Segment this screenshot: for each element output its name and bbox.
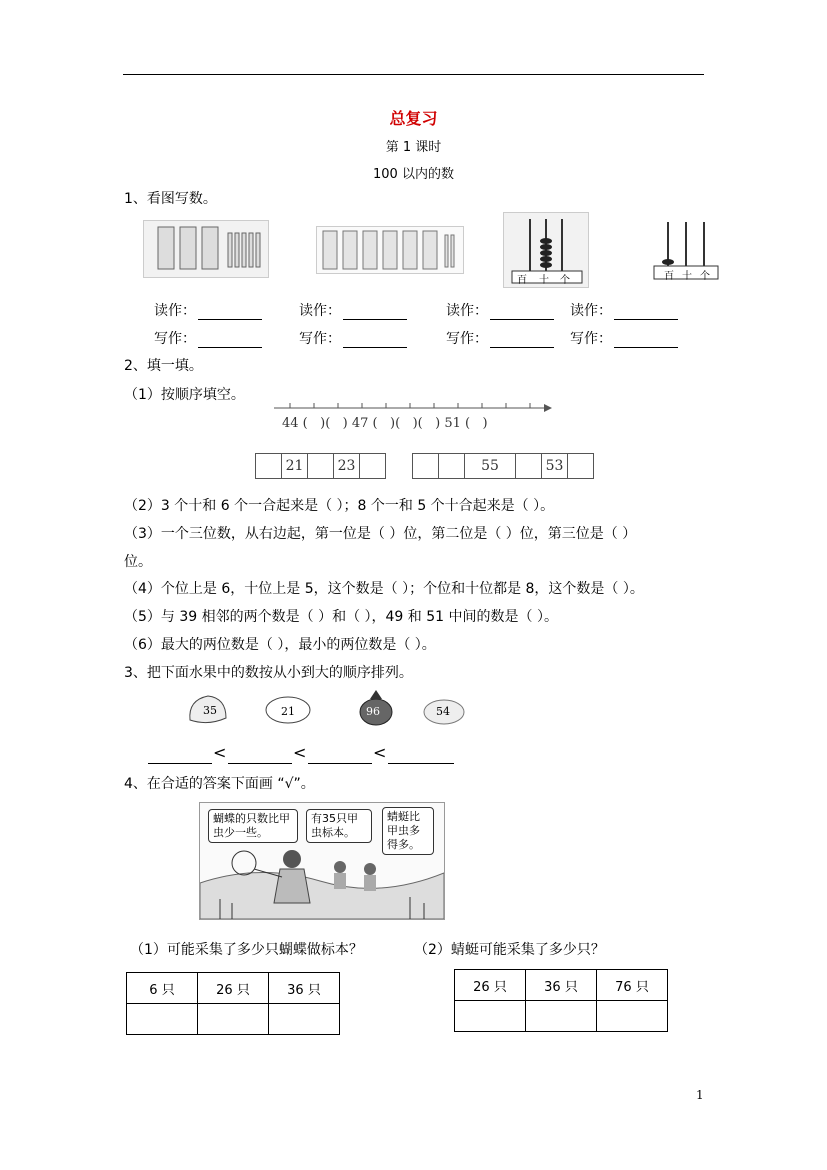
write-blank-1[interactable] [198, 333, 262, 348]
seq2-cell: 53 [542, 454, 568, 478]
check-cell[interactable] [198, 1004, 269, 1035]
q2-part5: （5）与 39 相邻的两个数是（ ）和（ ），49 和 51 中间的数是（ ）。 [124, 609, 558, 625]
q2-heading: 2、填一填。 [124, 358, 203, 374]
speech-bubble-3: 蜻蜓比甲虫多得多。 [382, 807, 434, 855]
abacus-2-ones: 个 [700, 271, 710, 282]
order-blank-2[interactable] [228, 747, 292, 764]
seq2-cell: 55 [465, 454, 516, 478]
bundle-sticks-image-2 [316, 226, 464, 274]
fruit-peach-number: 35 [203, 704, 217, 717]
q2-part6: （6）最大的两位数是（ ），最小的两位数是（ ）。 [124, 637, 436, 653]
seq2-cell[interactable] [568, 454, 593, 478]
insect-collecting-illustration [199, 802, 445, 920]
seq1-cell[interactable] [256, 454, 282, 478]
check-cell[interactable] [127, 1004, 198, 1035]
topic-label: 100 以内的数 [373, 167, 454, 182]
number-line [272, 400, 552, 416]
seq1-cell[interactable] [308, 454, 334, 478]
check-cell[interactable] [526, 1001, 597, 1032]
write-row-4: 写作： [570, 330, 678, 348]
q2-part4: （4）个位上是 6，十位上是 5，这个数是（ ）；个位和十位都是 8，这个数是（ ）。 [124, 581, 644, 597]
abacus-2-tens: 十 [682, 271, 692, 282]
order-blank-1[interactable] [148, 747, 212, 764]
check-cell[interactable] [269, 1004, 340, 1035]
read-blank-1[interactable] [198, 305, 262, 320]
write-row-2: 写作： [299, 330, 407, 348]
option-cell: 26 只 [455, 970, 526, 1001]
dragonfly-answer-table [454, 969, 668, 1032]
abacus-2-hundreds: 百 [664, 271, 674, 282]
order-blank-4[interactable] [388, 747, 454, 764]
q2-part3: （3）一个三位数，从右边起，第一位是（ ）位，第二位是（ ）位，第三位是（ ） [124, 526, 637, 542]
q4-sub2: （2）蜻蜓可能采集了多少只？ [414, 942, 605, 958]
option-cell: 6 只 [127, 973, 198, 1004]
read-row-4: 读作： [570, 302, 678, 320]
q1-heading: 1、看图写数。 [124, 191, 217, 207]
seq1-cell: 21 [282, 454, 308, 478]
abacus-image-2 [652, 220, 722, 282]
lesson-label: 第 1 课时 [385, 140, 442, 155]
sequence-box-1 [255, 453, 386, 479]
seq2-cell[interactable] [413, 454, 439, 478]
option-cell: 36 只 [269, 973, 340, 1004]
q2-part2: （2）3 个十和 6 个一合起来是（ ）；8 个一和 5 个十合起来是（ ）。 [124, 498, 555, 514]
q2-part3-cont: 位。 [124, 554, 152, 570]
read-blank-3[interactable] [490, 305, 554, 320]
read-blank-4[interactable] [614, 305, 678, 320]
write-blank-3[interactable] [490, 333, 554, 348]
q4-sub1: （1）可能采集了多少只蝴蝶做标本？ [130, 942, 363, 958]
fruit-images [186, 690, 466, 730]
fruit-melon-number: 21 [281, 705, 295, 718]
abacus-1-ones: 个 [560, 275, 570, 286]
less-than-3: < [373, 743, 387, 762]
butterfly-answer-table [126, 972, 340, 1035]
seq1-cell: 23 [334, 454, 360, 478]
read-row-1: 读作： [154, 302, 262, 320]
bundle-sticks-image-1 [143, 220, 269, 278]
page-number: 1 [696, 1088, 704, 1102]
seq2-cell[interactable] [516, 454, 542, 478]
fruit-pineapple-number: 96 [366, 705, 380, 718]
fruit-apple-number: 54 [436, 705, 450, 718]
sequence-box-2 [412, 453, 594, 479]
option-cell: 36 只 [526, 970, 597, 1001]
q2-part1: （1）按顺序填空。 [124, 387, 245, 403]
abacus-1-hundreds: 百 [517, 275, 527, 286]
read-row-3: 读作： [446, 302, 554, 320]
less-than-1: < [213, 743, 227, 762]
less-than-2: < [293, 743, 307, 762]
option-cell: 26 只 [198, 973, 269, 1004]
check-cell[interactable] [597, 1001, 668, 1032]
page-title: 总复习 [389, 109, 438, 128]
header-rule [123, 74, 704, 75]
write-blank-2[interactable] [343, 333, 407, 348]
write-row-1: 写作： [154, 330, 262, 348]
read-row-2: 读作： [299, 302, 407, 320]
option-cell: 76 只 [597, 970, 668, 1001]
q4-heading: 4、在合适的答案下面画 “√”。 [124, 776, 315, 792]
speech-bubble-1: 蝴蝶的只数比甲虫少一些。 [208, 809, 298, 843]
order-blank-3[interactable] [308, 747, 372, 764]
speech-bubble-2: 有35只甲虫标本。 [306, 809, 372, 843]
check-cell[interactable] [455, 1001, 526, 1032]
write-row-3: 写作： [446, 330, 554, 348]
read-blank-2[interactable] [343, 305, 407, 320]
seq1-cell[interactable] [360, 454, 385, 478]
seq2-cell[interactable] [439, 454, 465, 478]
q3-heading: 3、把下面水果中的数按从小到大的顺序排列。 [124, 665, 413, 681]
write-blank-4[interactable] [614, 333, 678, 348]
abacus-image-1 [503, 212, 589, 288]
number-line-labels: 44 ( )( ) 47 ( )( )( ) 51 ( ) [282, 416, 488, 431]
abacus-1-tens: 十 [539, 275, 549, 286]
